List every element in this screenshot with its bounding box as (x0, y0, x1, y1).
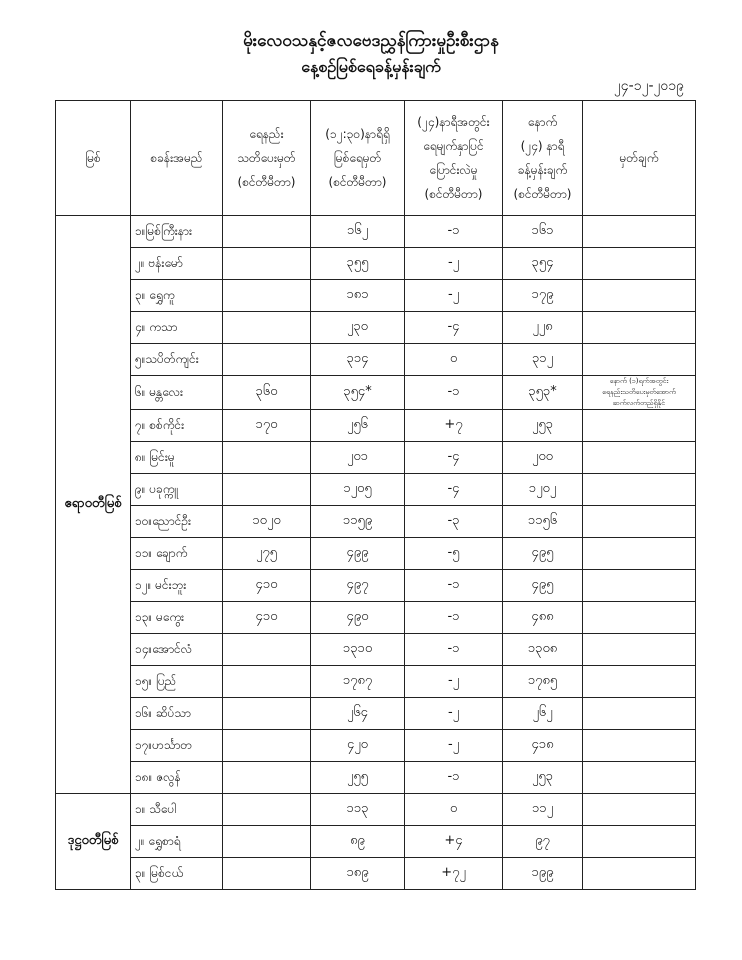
remark (583, 634, 696, 666)
col-header-water-level: (၁၂:၃၀)နာရီရှိ မြစ်ရေမှတ် (စင်တီမီတာ) (311, 101, 405, 216)
water-level: ၄၂၀ (311, 730, 405, 762)
remark (583, 280, 696, 312)
forecast-level: ၁၁၂ (503, 794, 583, 826)
forecast-level: ၂၆၂ (503, 698, 583, 730)
water-level: ၁၈၁ (311, 280, 405, 312)
table-row (56, 826, 696, 858)
level-change: +၇၂ (405, 858, 503, 890)
warning-level: ၁၇၀ (223, 410, 311, 442)
water-level: ၄၉၀ (311, 602, 405, 634)
level-change: -၂ (405, 280, 503, 312)
level-change: -၁ (405, 376, 503, 410)
warning-level (223, 858, 311, 890)
forecast-level: ၂၅၃ (503, 762, 583, 794)
river-name: ဒုဋ္ဌဝတီမြစ် (56, 794, 131, 890)
station-name: ၃။ ရွှေကူ (131, 280, 223, 312)
level-change: -၂ (405, 248, 503, 280)
forecast-level: ၄၈၈ (503, 602, 583, 634)
station-name: ၁၄။အောင်လံ (131, 634, 223, 666)
warning-level (223, 634, 311, 666)
water-level: ၄၉၉ (311, 538, 405, 570)
table-row (56, 634, 696, 666)
remark (583, 730, 696, 762)
table-row (56, 248, 696, 280)
level-change: ၀ (405, 794, 503, 826)
table-row (56, 730, 696, 762)
table-row (56, 602, 696, 634)
level-change: -၄ (405, 442, 503, 474)
water-level: ၁၈၉ (311, 858, 405, 890)
water-level: ၂၅၅ (311, 762, 405, 794)
remark: နောက် (၁)ရက်အတွင်း ရေနည်းသတိပေးမှတ်အောက် ဆက်လက်တည်ရှိနိုင် (583, 376, 696, 410)
water-level: ၁၃၁၀ (311, 634, 405, 666)
table-row (56, 216, 696, 248)
col-header-warning-level: ရေနည်း သတိပေးမှတ် (စင်တီမီတာ) (223, 101, 311, 216)
warning-level (223, 216, 311, 248)
level-change: ၀ (405, 344, 503, 376)
forecast-level: ၂၅၃ (503, 410, 583, 442)
warning-level (223, 762, 311, 794)
water-level: ၁၂၀၅ (311, 474, 405, 506)
river-name: ဧရာဝတီမြစ် (56, 216, 131, 794)
station-name: ၅။သပိတ်ကျင်း (131, 344, 223, 376)
table-row (56, 762, 696, 794)
station-name: ၁။မြစ်ကြီးနား (131, 216, 223, 248)
level-change: -၂ (405, 730, 503, 762)
forecast-level: ၂၀၀ (503, 442, 583, 474)
forecast-level: ၄၁၈ (503, 730, 583, 762)
table-row (56, 474, 696, 506)
remark (583, 410, 696, 442)
table-row (56, 666, 696, 698)
page-subtitle: နေ့စဉ်မြစ်ရေခန့်မှန်းချက် (301, 57, 441, 76)
report-date: ၂၄-၁၂-၂၀၁၉ (613, 78, 684, 94)
remark (583, 698, 696, 730)
level-change: -၅ (405, 538, 503, 570)
water-level: ၄၉၇ (311, 570, 405, 602)
warning-level (223, 666, 311, 698)
warning-level: ၁၀၂၀ (223, 506, 311, 538)
station-name: ၁၅။ ပြည် (131, 666, 223, 698)
station-name: ၆။ မန္တလေး (131, 376, 223, 410)
table-row (56, 794, 696, 826)
water-level: ၂၀၁ (311, 442, 405, 474)
forecast-level: ၃၁၂ (503, 344, 583, 376)
level-change: -၂ (405, 666, 503, 698)
warning-level: ၄၁၀ (223, 602, 311, 634)
station-name: ၉။ ပခုက္ကူ (131, 474, 223, 506)
water-level: ၃၅၄* (311, 376, 405, 410)
remark (583, 506, 696, 538)
warning-level (223, 312, 311, 344)
level-change: -၄ (405, 312, 503, 344)
warning-level (223, 826, 311, 858)
table-row (56, 280, 696, 312)
forecast-level: ၄၉၅ (503, 570, 583, 602)
table-row (56, 698, 696, 730)
forecast-level: ၃၅၃* (503, 376, 583, 410)
table-row (56, 410, 696, 442)
table-row (56, 344, 696, 376)
remark (583, 474, 696, 506)
table-row (56, 442, 696, 474)
remark (583, 826, 696, 858)
level-change: -၁ (405, 216, 503, 248)
remark (583, 538, 696, 570)
table-row (56, 376, 696, 410)
water-level: ၁၆၂ (311, 216, 405, 248)
remark (583, 344, 696, 376)
level-change: -၁ (405, 602, 503, 634)
level-change: -၁ (405, 570, 503, 602)
forecast-level: ၄၉၅ (503, 538, 583, 570)
forecast-level: ၁၇၈၅ (503, 666, 583, 698)
warning-level: ၃၆၀ (223, 376, 311, 410)
forecast-level: ၁၂၀၂ (503, 474, 583, 506)
remark (583, 312, 696, 344)
warning-level (223, 730, 311, 762)
remark (583, 570, 696, 602)
water-level: ၁၇၈၇ (311, 666, 405, 698)
water-level: ၂၃၀ (311, 312, 405, 344)
table-row (56, 538, 696, 570)
water-level: ၂၆၄ (311, 698, 405, 730)
station-name: ၁၈။ ဇလွန် (131, 762, 223, 794)
water-level: ၁၁၅၉ (311, 506, 405, 538)
station-name: ၁၇။ဟင်္သာတ (131, 730, 223, 762)
station-name: ၁၁။ ချောက် (131, 538, 223, 570)
warning-level: ၄၁၀ (223, 570, 311, 602)
forecast-level: ၂၂၈ (503, 312, 583, 344)
table-header-row (56, 101, 696, 216)
col-header-station: စခန်းအမည် (131, 101, 223, 216)
remark (583, 858, 696, 890)
warning-level (223, 698, 311, 730)
table-row (56, 858, 696, 890)
warning-level (223, 794, 311, 826)
station-name: ၂။ ဗန်းမော် (131, 248, 223, 280)
table-row (56, 570, 696, 602)
warning-level (223, 248, 311, 280)
remark (583, 442, 696, 474)
remark (583, 602, 696, 634)
forecast-level: ၁၉၉ (503, 858, 583, 890)
warning-level (223, 474, 311, 506)
table-row (56, 312, 696, 344)
warning-level: ၂၇၅ (223, 538, 311, 570)
remark (583, 762, 696, 794)
level-change: -၁ (405, 762, 503, 794)
water-level: ၈၉ (311, 826, 405, 858)
water-level: ၃၁၄ (311, 344, 405, 376)
col-header-forecast: နောက် (၂၄) နာရီ ခန့်မှန်းချက် (စင်တီမီတာ) (503, 101, 583, 216)
remark (583, 794, 696, 826)
station-name: ၁၀။ညောင်ဦး (131, 506, 223, 538)
level-change: -၂ (405, 698, 503, 730)
warning-level (223, 280, 311, 312)
forecast-level: ၁၁၅၆ (503, 506, 583, 538)
remark (583, 248, 696, 280)
station-name: ၁။ သီပေါ (131, 794, 223, 826)
station-name: ၁၆။ ဆိပ်သာ (131, 698, 223, 730)
warning-level (223, 344, 311, 376)
station-name: ၈။ မြင်းမူ (131, 442, 223, 474)
forecast-level: ၃၅၄ (503, 248, 583, 280)
water-level: ၂၅၆ (311, 410, 405, 442)
station-name: ၄။ ကသာ (131, 312, 223, 344)
col-header-remark: မှတ်ချက် (583, 101, 696, 216)
station-name: ၇။ စစ်ကိုင်း (131, 410, 223, 442)
page-title: မိုးလေဝသနှင့်ဇလဗေဒညွှန်ကြားမှုဦးစီးဌာန (243, 31, 499, 51)
level-change: +၄ (405, 826, 503, 858)
level-change: -၃ (405, 506, 503, 538)
station-name: ၃။ မြစ်ငယ် (131, 858, 223, 890)
col-header-change: (၂၄)နာရီအတွင်း ရေမျက်နှာပြင် ပြောင်းလဲမှု (စင်တီမီတာ) (405, 101, 503, 216)
station-name: ၂။ ရွှေစာရံ (131, 826, 223, 858)
forecast-level: ၁၆၁ (503, 216, 583, 248)
water-level: ၁၁၃ (311, 794, 405, 826)
station-name: ၁၂။ မင်းဘူး (131, 570, 223, 602)
forecast-level: ၉၇ (503, 826, 583, 858)
col-header-river: မြစ် (56, 101, 131, 216)
remark (583, 216, 696, 248)
remark (583, 666, 696, 698)
station-name: ၁၃။ မကွေး (131, 602, 223, 634)
water-level: ၃၅၅ (311, 248, 405, 280)
table-row (56, 506, 696, 538)
warning-level (223, 442, 311, 474)
river-level-table (55, 100, 696, 890)
level-change: +၇ (405, 410, 503, 442)
level-change: -၁ (405, 634, 503, 666)
forecast-level: ၁၃၀၈ (503, 634, 583, 666)
forecast-level: ၁၇၉ (503, 280, 583, 312)
level-change: -၄ (405, 474, 503, 506)
